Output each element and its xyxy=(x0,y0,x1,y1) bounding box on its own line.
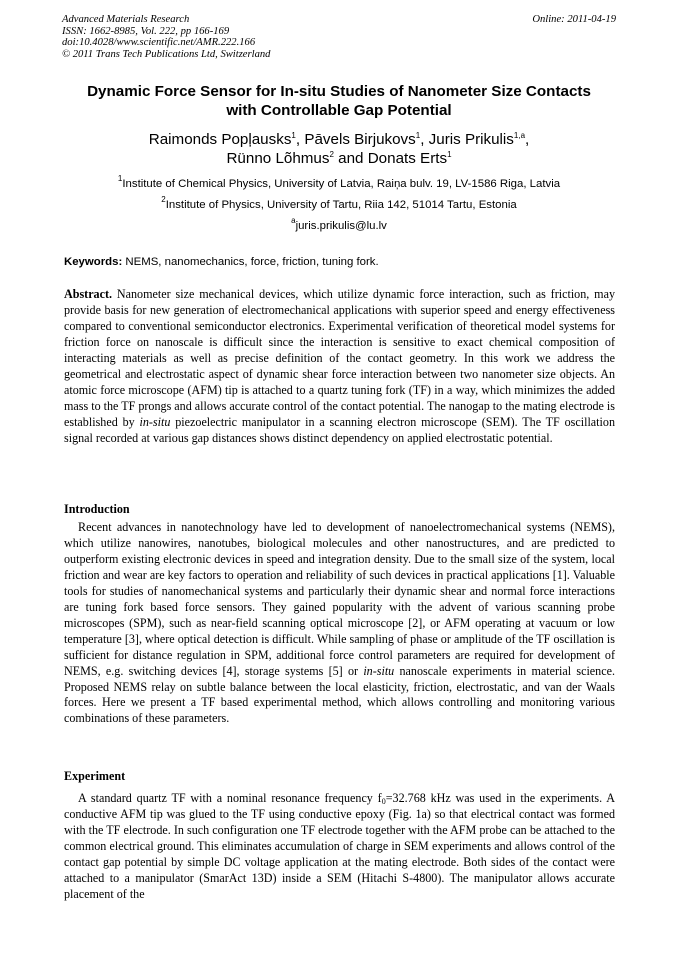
online-date: Online: 2011-04-19 xyxy=(532,14,616,25)
introduction-text: Recent advances in nanotechnology have led to development of nanoelectromechanical systems (NEMS), which utilize nanowires, nanotubes, biological molecules and other nanostructures, and are predicted to outperform existing electronic devices in speed and integration density. Due to the small size of the system, local friction and wear are key factors to operation and reliability of such devices in practical applications [1]. Valuable tools for studies of nanomechanical systems and particularly their dynamic shear and normal force interactions are tuning fork based force sensors. They gained popularity with the advent of various scanning probe microscopes (SPM), such as near-field scanning optical microscope [2], or AFM operating at vacuum or low temperature [3], where optical detection is difficult. While sampling of phase or amplitude of the TF oscillation is sufficient for distance regulation in SPM, additional force control parameters are required for development of NEMS, e.g. switching devices [4], storage systems [5] or xyxy=(64,520,619,678)
affiliation-2 xyxy=(40,195,638,212)
abstract-text: piezoelectric manipulator in a scanning electron microscope (SEM). The TF oscillation signal recorded at various gap distances shows distinct dependency on applied electrostatic potential. xyxy=(64,414,619,445)
author-affiliation-mark: 1,a xyxy=(513,131,526,140)
author-affiliation-mark: 1 xyxy=(415,131,421,140)
keywords-text: NEMS, nanomechanics, force, friction, tuning fork. xyxy=(122,256,379,268)
affiliation-mark: 1 xyxy=(117,174,123,183)
section-heading-introduction: Introduction xyxy=(64,502,130,516)
author-name: Juris Prikulis xyxy=(428,131,514,148)
author-separator: , xyxy=(420,131,429,148)
affiliation-text: Institute of Physics, University of Tartu, Riia 142, 51014 Tartu, Estonia xyxy=(165,199,517,211)
authors-line-1 xyxy=(40,130,638,149)
author-separator: , xyxy=(295,131,305,148)
author-name: Raimonds Popļausks xyxy=(148,131,292,148)
author-affiliation-mark: 1 xyxy=(291,131,296,140)
introduction-italic: in-situ xyxy=(363,663,395,678)
author-name: Pāvels Birjukovs xyxy=(304,131,416,148)
author-list xyxy=(40,130,638,168)
affiliation-text: Institute of Chemical Physics, University of Latvia, Raiņa bulv. 19, LV-1586 Riga, Latvia xyxy=(122,178,561,190)
keywords-line xyxy=(64,255,379,269)
experiment-paragraph xyxy=(64,791,615,903)
email-link[interactable]: juris.prikulis@lu.lv xyxy=(295,220,387,232)
abstract-paragraph xyxy=(64,287,619,447)
author-name: Donats Erts xyxy=(367,150,448,167)
author-affiliation-mark: 1 xyxy=(447,150,452,159)
experiment-text: A standard quartz TF with a nominal resonance frequency f xyxy=(78,791,382,805)
doi-line[interactable]: doi:10.4028/www.scientific.net/AMR.222.166 xyxy=(62,37,256,49)
author-affiliation-mark: 2 xyxy=(329,150,334,159)
introduction-text: nanoscale experiments in material science. Proposed NEMS relay on subtle balance between the local elasticity, friction, electrostatic, and van der Waals forces. Here we present a TF based experimental method, which allows controlling and monitoring various combinations of these parameters. xyxy=(64,663,619,726)
keywords-label: Keywords: xyxy=(64,256,123,268)
copyright-line: © 2011 Trans Tech Publications Ltd, Switzerland xyxy=(62,48,271,60)
abstract-italic: in-situ xyxy=(139,414,171,429)
corresponding-email xyxy=(40,216,638,233)
section-heading-experiment: Experiment xyxy=(64,769,126,783)
affiliation-1 xyxy=(40,174,638,191)
experiment-text: =32.768 kHz was used in the experiments. A conductive AFM tip was glued to the TF using conductive epoxy (Fig. 1a) so that electrical contact was formed with the TF electrode. In such configuration one TF electrode together with the AFM probe can be attached to the common electrical ground. This eliminates accumulation of charge in SEM experiments and allows control of the contact gap potential by simple DC voltage application at the mating electrode. Both sides of the contact were attached to a manipulator (SmarAct 13D) inside a SEM (Hitachi S-4800). The manipulator allows accurate placement of the xyxy=(64,791,615,901)
title-line-1: Dynamic Force Sensor for In-situ Studies of Nanometer Size Contacts xyxy=(87,83,591,100)
issn-line: ISSN: 1662-8985, Vol. 222, pp 166-169 xyxy=(62,25,230,37)
abstract-text: Nanometer size mechanical devices, which utilize dynamic force interaction, such as friction, may provide basis for new generation of electromechanical applications with superior speed and energy effectiveness compared to conventional semiconductor electronics. Experimental verification of theoretical model systems for friction force on nanoscale is difficult since the interaction is sensitive to exact chemical composition of interacting materials as well as precise definition of the contact geometry. In this work we address the geometrical and electrostatic aspect of dynamic shear force interaction between two nanometer size objects. An atomic force microscope (AFM) tip is attached to a quartz tuning fork (TF) in a way, which minimizes the added mass to the TF prongs and allows accurate control of the contact potential. The nanogap to the mating electrode is established by xyxy=(64,287,619,429)
affiliation-mark: a xyxy=(291,216,296,225)
frequency-subscript: 0 xyxy=(381,797,386,806)
author-name: Rünno Lõhmus xyxy=(226,150,330,167)
title-line-2: with Controllable Gap Potential xyxy=(226,102,452,119)
author-separator: , xyxy=(525,131,530,148)
journal-name: Advanced Materials Research xyxy=(62,14,190,25)
introduction-paragraph xyxy=(64,520,619,727)
paper-title xyxy=(40,82,638,120)
affiliation-mark: 2 xyxy=(161,195,166,204)
abstract-label: Abstract. xyxy=(64,287,113,301)
authors-line-2 xyxy=(40,149,638,168)
author-separator: and xyxy=(333,150,368,167)
journal-header xyxy=(62,14,270,60)
